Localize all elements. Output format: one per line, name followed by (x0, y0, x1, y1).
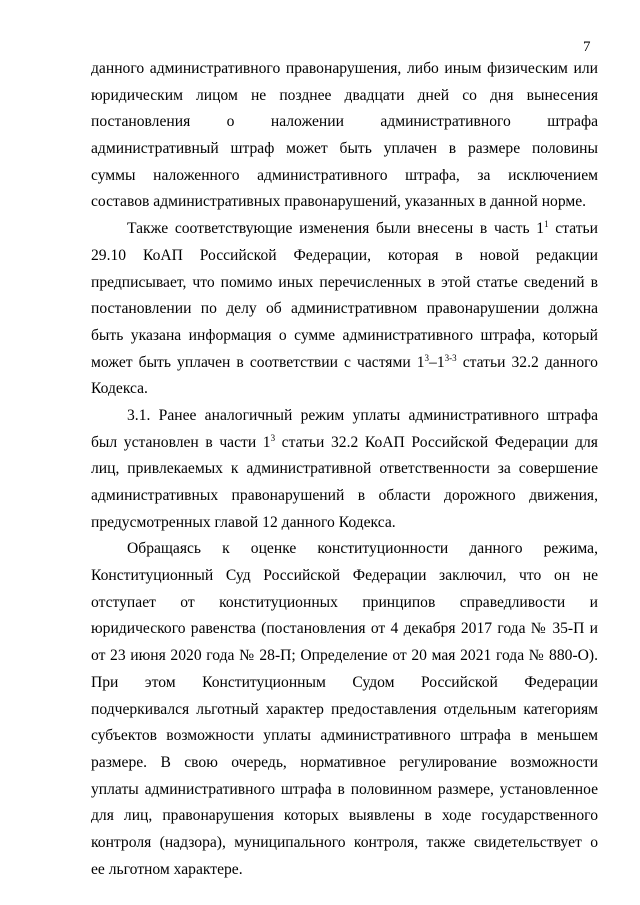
paragraph-continuation (91, 56, 598, 216)
text-line: составов административных правонарушений, указанных в данной норме. (91, 193, 587, 211)
text-line: отступает от конституционных принципов справедливости и (91, 593, 598, 611)
text-line: подчеркивался льготный характер предоставления отдельным категориям (91, 700, 598, 718)
text-line (91, 350, 598, 377)
text-fragment: Также соответствующие изменения были внесены в часть 1 (127, 220, 545, 238)
text-line: быть указана информация о сумме административного штрафа, который (91, 326, 598, 344)
text-line: юридического равенства (постановления от 4 декабря 2017 года № 35-П и (91, 620, 598, 638)
text-line: предписывает, что помимо иных перечисленных в этой статье сведений в (91, 273, 598, 291)
text-line: постановлении по делу об административном правонарушении должна (91, 300, 598, 318)
text-line: Обращаясь к оценке конституционности данного режима, (127, 540, 598, 558)
superscript: 3 (270, 432, 276, 443)
text-line: юридическим лицом не позднее двадцати дней со дня вынесения (91, 86, 598, 104)
text-line: контроля (надзора), муниципального контроля, также свидетельствует о (91, 833, 598, 851)
superscript: 1 (544, 219, 549, 230)
text-line: субъектов возможности уплаты административного штрафа в меньшем (91, 727, 598, 745)
text-line: административных правонарушений в области дорожного движения, (91, 487, 598, 505)
text-line: административный штраф может быть уплачен в размере половины (91, 140, 598, 158)
page-number: 7 (583, 39, 591, 55)
text-fragment: может быть уплачен в соответствии с частями 1 (91, 353, 425, 371)
text-line: уплаты административного штрафа в половинном размере, установленное (91, 780, 598, 798)
text-fragment: –1 (429, 353, 445, 371)
text-line: 3.1. Ранее аналогичный режим уплаты административного штрафа (127, 406, 598, 424)
paragraph-constitutional-court (91, 536, 598, 883)
text-line: При этом Конституционным Судом Российской Федерации (91, 673, 598, 691)
superscript: 3 (424, 352, 430, 363)
text-line: размере. В свою очередь, нормативное регулирование возможности (91, 753, 598, 771)
superscript: 3-3 (444, 352, 457, 363)
text-fragment: был установлен в части 1 (91, 433, 271, 451)
paragraph-amendments (91, 216, 598, 403)
text-line (91, 430, 598, 457)
text-line (91, 216, 598, 243)
text-line: постановления о наложении административного штрафа (91, 113, 598, 131)
text-line: для лиц, правонарушения которых выявлены в ходе государственного (91, 807, 598, 825)
text-line: данного административного правонарушения, либо иным физическим или (91, 60, 598, 77)
text-fragment: статьи 32.2 данного (456, 353, 598, 371)
text-line: Конституционный Суд Российской Федерации заключил, что он не (91, 567, 598, 585)
text-line: лиц, привлекаемых к административной ответственности за совершение (91, 460, 598, 478)
text-line: предусмотренных главой 12 данного Кодекса. (91, 513, 396, 531)
text-line: суммы наложенного административного штрафа, за исключением (91, 166, 598, 184)
text-line: ее льготном характере. (91, 860, 243, 878)
text-line: от 23 июня 2020 года № 28-П; Определение от 20 мая 2021 года № 880-О). (91, 647, 598, 665)
paragraph-section-3-1 (91, 403, 598, 536)
text-line: 29.10 КоАП Российской Федерации, которая в новой редакции (91, 246, 598, 264)
text-line: Кодекса. (91, 380, 148, 398)
text-fragment: статьи (548, 220, 598, 238)
text-fragment: статьи 32.2 КоАП Российской Федерации для (275, 433, 598, 451)
document-body (91, 56, 598, 883)
